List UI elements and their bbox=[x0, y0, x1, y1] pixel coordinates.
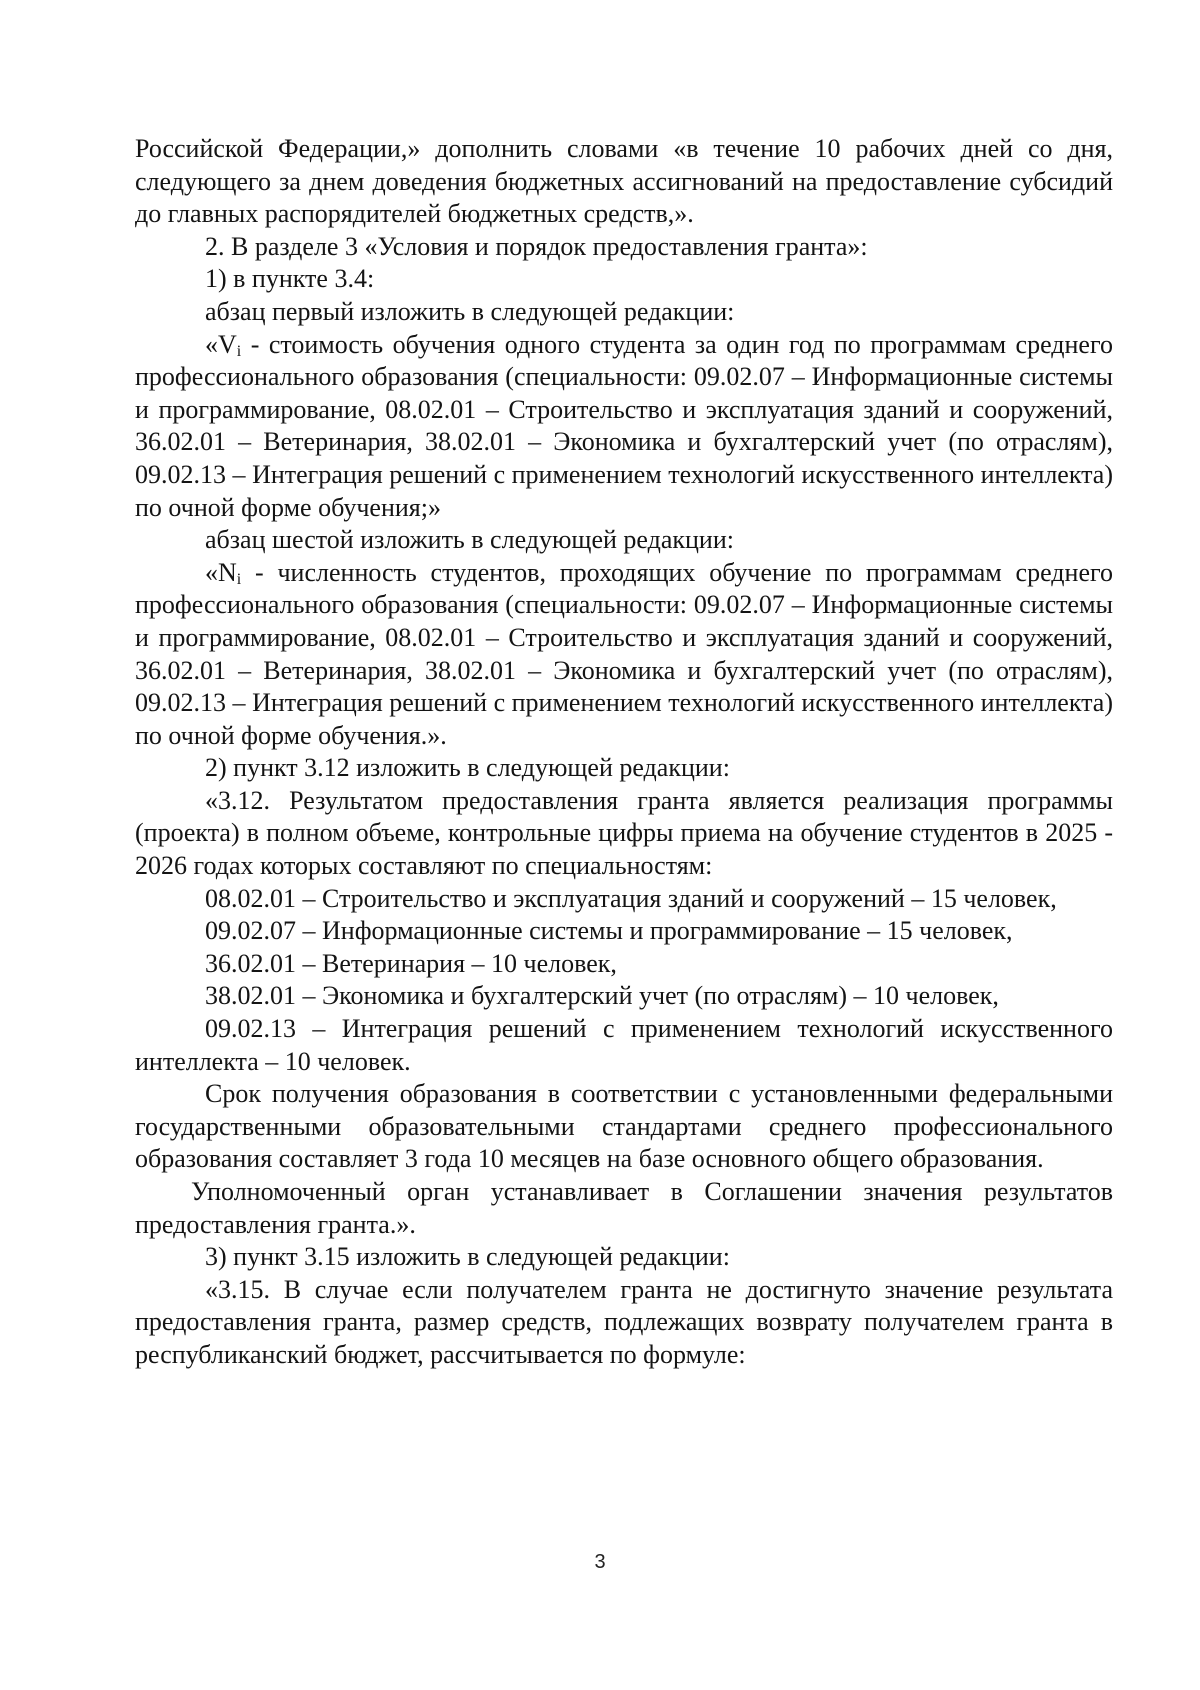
subscript-index: i bbox=[236, 570, 242, 588]
paragraph: абзац первый изложить в следующей редакции: bbox=[205, 296, 735, 326]
paragraph: 38.02.01 – Экономика и бухгалтерский учет (по отраслям) – 10 человек, bbox=[205, 981, 999, 1011]
document-body bbox=[135, 133, 1113, 1372]
paragraph: 09.02.07 – Информационные системы и программирование – 15 человек, bbox=[205, 916, 1013, 946]
paragraph: 08.02.01 – Строительство и эксплуатация зданий и сооружений – 15 человек, bbox=[205, 883, 1057, 913]
paragraph: 1) в пункте 3.4: bbox=[205, 264, 375, 294]
paragraph: 2) пункт 3.12 изложить в следующей редакции: bbox=[205, 753, 730, 783]
paragraph: 3) пункт 3.15 изложить в следующей редакции: bbox=[205, 1242, 730, 1272]
paragraph: «$V_i$ - стоимость обучения одного студента за один год по программам среднего профессионального образования (специальности: 09.02.07 – Информационные системы и программирование, 08.02.01 – Строительство и эксплуатация зданий и сооружений, 36.02.01 – Ветеринария, 38.02.01 – Экономика и бухгалтерский учет (по отраслям), 09.02.13 – Интеграция решений с применением технологий искусственного интеллекта) по очной форме обучения;» bbox=[135, 329, 1113, 522]
paragraph: Срок получения образования в соответствии с установленными федеральными государственными образовательными стандартами среднего профессионального образования составляет 3 года 10 месяцев на базе основного общего образования. bbox=[135, 1079, 1113, 1174]
paragraph: Российской Федерации,» дополнить словами «в течение 10 рабочих дней со дня, следующего за днем доведения бюджетных ассигнований на предоставление субсидий до главных распорядителей бюджетных средств,». bbox=[135, 134, 1113, 229]
page-number: 3 bbox=[594, 1551, 606, 1573]
paragraph: «3.15. В случае если получателем гранта не достигнуто значение результата предоставления гранта, размер средств, подлежащих возврату получателем гранта в республиканский бюджет, рассчитывается по формуле: bbox=[135, 1274, 1113, 1369]
paragraph: абзац шестой изложить в следующей редакции: bbox=[205, 525, 734, 555]
paragraph: «3.12. Результатом предоставления гранта является реализация программы (проекта) в полном объеме, контрольные цифры приема на обучение студентов в 2025 - 2026 годах которых составляют по специальностям: bbox=[135, 785, 1113, 881]
paragraph: 09.02.13 – Интеграция решений с применением технологий искусственного интеллекта – 10 человек. bbox=[135, 1014, 1113, 1076]
subscript-index: i bbox=[236, 342, 242, 360]
paragraph: 36.02.01 – Ветеринария – 10 человек, bbox=[205, 948, 617, 978]
paragraph: 2. В разделе 3 «Условия и порядок предоставления гранта»: bbox=[205, 231, 868, 261]
paragraph: Уполномоченный орган устанавливает в Соглашении значения результатов предоставления гранта.». bbox=[135, 1177, 1113, 1239]
paragraph: «$N_i$ - численность студентов, проходящих обучение по программам среднего профессионального образования (специальности: 09.02.07 – Информационные системы и программирование, 08.02.01 – Строительство и эксплуатация зданий и сооружений, 36.02.01 – Ветеринария, 38.02.01 – Экономика и бухгалтерский учет (по отраслям), 09.02.13 – Интеграция решений с применением технологий искусственного интеллекта) по очной форме обучения.». bbox=[135, 557, 1113, 750]
